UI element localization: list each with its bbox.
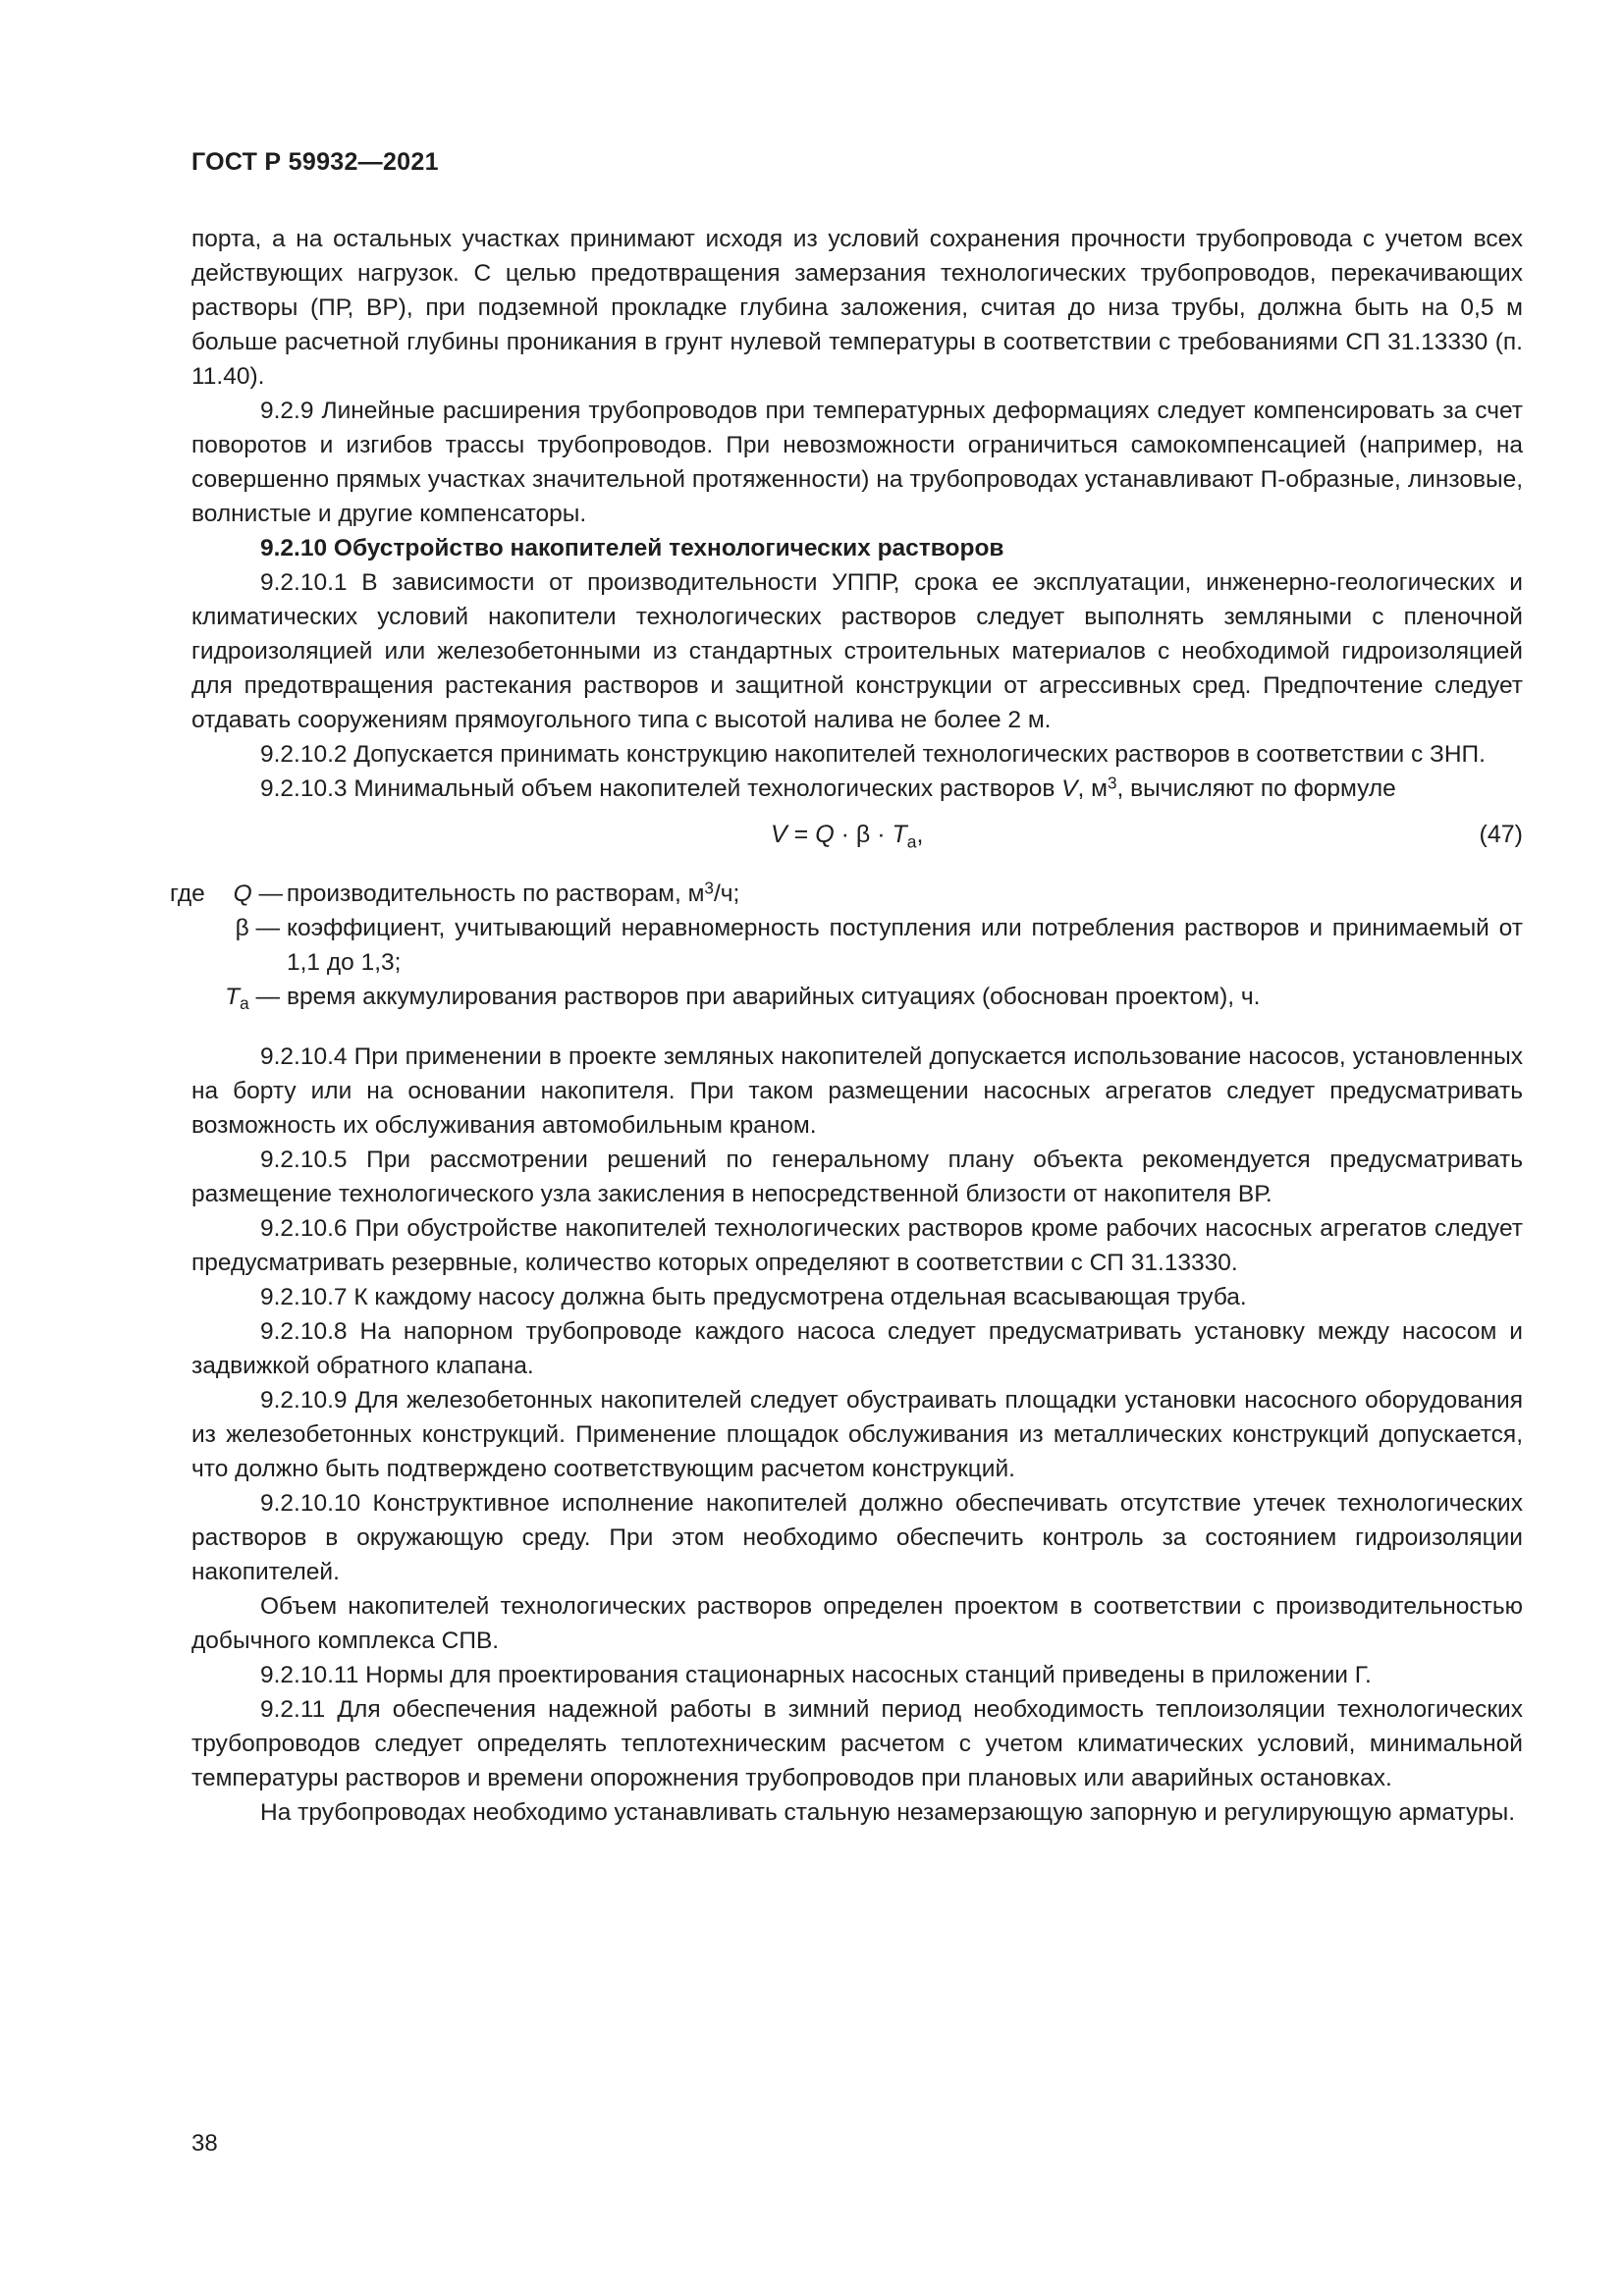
volume-unit: , м: [1077, 775, 1108, 802]
paragraph-9-2-10-9: 9.2.10.9 Для железобетонных накопителей следует обустраивать площадки установки насосного оборудования из железобетонных конструкций. Применение площадок обслуживания из металлических конструкций допускается, что должно быть подтверждено соответствующим расчетом конструкций.: [191, 1387, 1523, 1482]
def-t-desc: время аккумулирования растворов при аварийных ситуациях (обоснован проектом), ч.: [287, 984, 1261, 1010]
formula-lhs: V: [771, 821, 787, 848]
formula-dot: ·: [870, 821, 893, 848]
definition-beta: [191, 911, 1523, 980]
paragraph-valves: На трубопроводах необходимо устанавливать стальную незамерзающую запорную и регулирующую арматуры.: [260, 1799, 1516, 1826]
def-q-desc-tail: /ч;: [713, 881, 740, 907]
formula-t-subscript: а: [906, 831, 917, 852]
formula-t: T: [892, 821, 907, 848]
paragraph-9-2-10-7: 9.2.10.7 К каждому насосу должна быть предусмотрена отдельная всасывающая труба.: [260, 1284, 1247, 1310]
def-q-desc: производительность по растворам, м: [286, 881, 705, 907]
formula-dot: ·: [834, 821, 856, 848]
formula-q: Q: [815, 821, 835, 848]
formula-beta: β: [855, 821, 871, 848]
def-dash: —: [248, 984, 280, 1010]
section-heading-9-2-10: 9.2.10 Обустройство накопителей технологических растворов: [260, 535, 1004, 561]
paragraph-9-2-10-4: 9.2.10.4 При применении в проекте земляных накопителей допускается использование насосов, установленных на борту или на основании накопителя. При таком размещении насосных агрегатов следует предусматривать возможность их обслуживания автомобильным краном.: [191, 1043, 1523, 1139]
page-number: 38: [191, 2130, 218, 2157]
formula-number: (47): [1479, 821, 1523, 848]
paragraph-9-2-10-6: 9.2.10.6 При обустройстве накопителей технологических растворов кроме рабочих насосных агрегатов следует предусматривать резервные, количество которых определяют в соответствии с СП 31.13330.: [191, 1215, 1523, 1276]
definition-t-text: [280, 980, 1523, 1014]
formula-47: [191, 818, 1523, 869]
paragraph-9-2-10-1: 9.2.10.1 В зависимости от производительности УППР, срока ее эксплуатации, инженерно-геологических и климатических условий накопители технологических растворов следует выполнять земляными с пленочной гидроизоляцией или железобетонными из стандартных строительных материалов с необходимой гидроизоляцией для предотвращения растекания растворов и защитной конструкции от агрессивных сред. Предпочтение следует отдавать сооружениям прямоугольного типа с высотой налива не более 2 м.: [191, 569, 1523, 733]
paragraph-9-2-10-8: 9.2.10.8 На напорном трубопроводе каждого насоса следует предусматривать установку между насосом и задвижкой обратного клапана.: [191, 1318, 1523, 1379]
def-symbol-t-subscript: а: [240, 993, 249, 1014]
definition-t-label: [191, 980, 280, 1014]
paragraph-9-2-11: 9.2.11 Для обеспечения надежной работы в зимний период необходимость теплоизоляции технологических трубопроводов следует определять теплотехническим расчетом с учетом климатических условий, минимальной температуры растворов и времени опорожнения трубопроводов при плановых или аварийных остановках.: [191, 1696, 1523, 1791]
paragraph-9-2-10-5: 9.2.10.5 При рассмотрении решений по генеральному плану объекта рекомендуется предусматривать размещение технологического узла закисления в непосредственной близости от накопителя ВР.: [191, 1147, 1523, 1207]
def-symbol-beta: β: [235, 915, 249, 941]
paragraph-9-2-10-3: [191, 772, 1523, 806]
volume-unit-exponent: 3: [1107, 773, 1117, 793]
formula-equals: =: [786, 821, 816, 848]
paragraph-volume-note: Объем накопителей технологических растворов определен проектом в соответствии с производительностью добычного комплекса СПВ.: [191, 1593, 1523, 1654]
paragraph-9-2-10-2: 9.2.10.2 Допускается принимать конструкцию накопителей технологических растворов в соответствии с ЗНП.: [260, 741, 1486, 768]
def-q-exponent: 3: [704, 878, 714, 898]
definition-beta-label: [191, 911, 280, 980]
paragraph-9-2-9: 9.2.9 Линейные расширения трубопроводов при температурных деформациях следует компенсировать за счет поворотов и изгибов трассы трубопроводов. При невозможности ограничиться самокомпенсацией (например, на совершенно прямых участках значительной протяженности) на трубопроводах устанавливают П-образные, линзовые, волнистые и другие компенсаторы.: [191, 398, 1523, 527]
formula-body: [771, 818, 923, 852]
def-symbol-q: Q: [233, 881, 252, 907]
where-word: где: [170, 881, 205, 907]
def-symbol-t: T: [225, 984, 241, 1010]
p-9-2-10-3-tail: , вычисляют по формуле: [1116, 775, 1396, 802]
document-header: ГОСТ Р 59932—2021: [191, 148, 439, 176]
def-dash: —: [248, 915, 280, 941]
paragraph-continuation: порта, а на остальных участках принимают исходя из условий сохранения прочности трубопровода с учетом всех действующих нагрузок. С целью предотвращения замерзания технологических трубопроводов, перекачивающих растворы (ПР, ВР), при подземной прокладке глубина заложения, считая до низа трубы, должна быть на 0,5 м больше расчетной глубины проникания в грунт нулевой температуры в соответствии с требованиями СП 31.13330 (п. 11.40).: [191, 226, 1523, 390]
p-9-2-10-3-text: 9.2.10.3 Минимальный объем накопителей технологических растворов: [260, 775, 1062, 802]
def-dash: —: [251, 881, 283, 907]
paragraph-9-2-10-11: 9.2.10.11 Нормы для проектирования стационарных насосных станций приведены в приложении Г.: [260, 1662, 1372, 1688]
definition-t: [191, 980, 1523, 1014]
definition-q: [170, 877, 1523, 911]
definition-beta-text: [280, 911, 1523, 980]
formula-tail: ,: [916, 821, 924, 848]
def-beta-desc: коэффициент, учитывающий неравномерность поступления или потребления растворов и принимаемый от 1,1 до 1,3;: [287, 915, 1523, 976]
definition-q-label: [170, 877, 283, 911]
definition-q-text: [280, 877, 1523, 911]
volume-symbol: V: [1061, 775, 1078, 802]
formula-definitions: [170, 877, 1523, 1014]
document-body: [170, 222, 1523, 1830]
paragraph-9-2-10-10: 9.2.10.10 Конструктивное исполнение накопителей должно обеспечивать отсутствие утечек технологических растворов в окружающую среду. При этом необходимо обеспечить контроль за состоянием гидроизоляции накопителей.: [191, 1490, 1523, 1585]
